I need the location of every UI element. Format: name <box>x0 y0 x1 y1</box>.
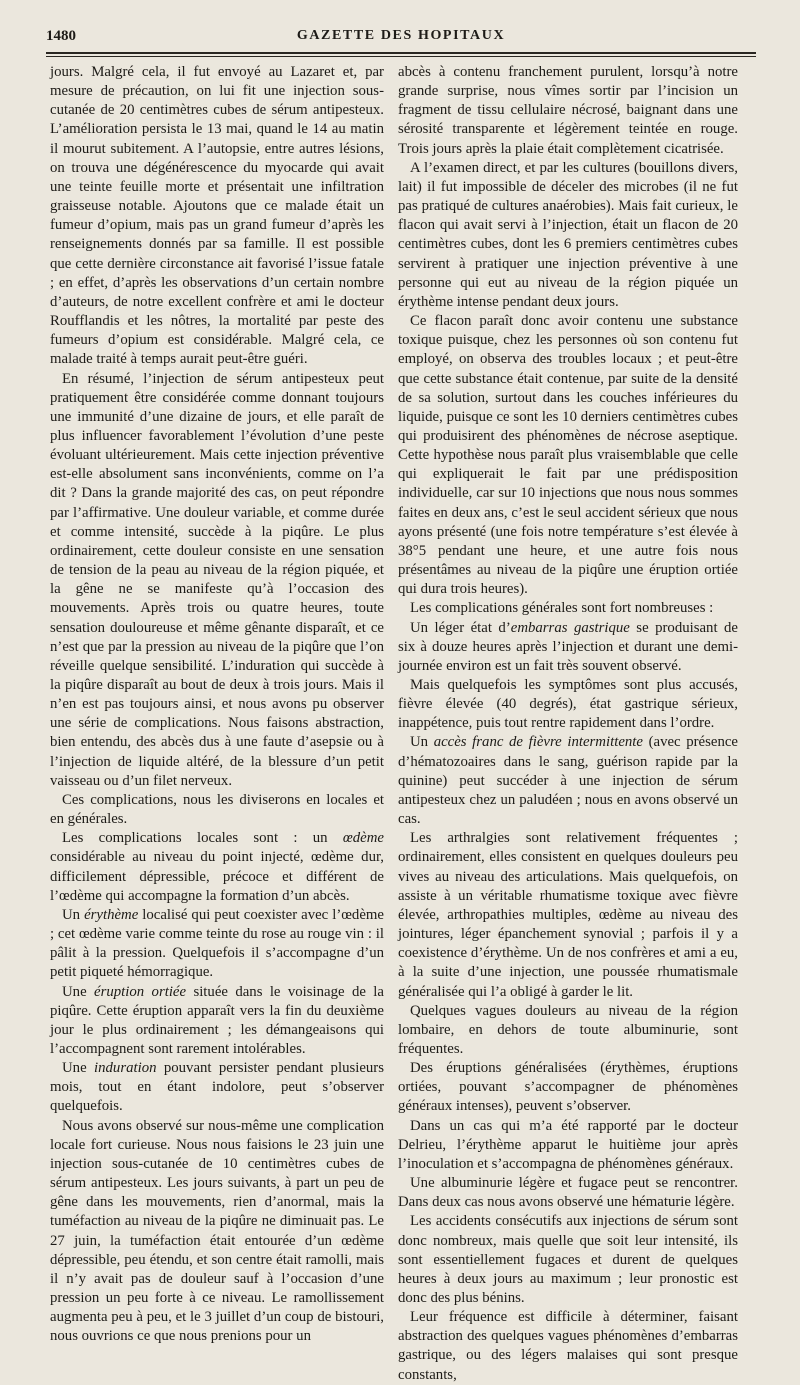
paragraph: Les complications générales sont fort nombreuses : <box>410 600 714 617</box>
paragraph: Mais quelquefois les symptômes sont plus accusés, fièvre élevée (40 degrés), état gastrique sérieux, inappétence, puis tout rentre rapidement dans l’ordre. <box>398 677 738 732</box>
italic-term: éruption ortiée <box>94 983 187 1000</box>
paragraph: Leur fréquence est difficile à déterminer, faisant abstraction des quelques vagues phénomènes d’embarras gastrique, ou des légers malaises qui sont presque constants, <box>398 1309 738 1383</box>
paragraph: Ce flacon paraît donc avoir contenu une substance toxique puisque, chez les personnes où son contenu fut employé, on observa des troubles locaux ; et peut-être que cette substance était contenue, par suite de la densité de sa solution, surtout dans les couches inférieures du liquide, puisque ce sont les 10 derniers centimètres cubes qui produisirent des phénomènes de nécrose aseptique. Cette hypothèse nous paraît plus vraisemblable que celle qui expliquerait le fait par une prédisposition individuelle, car sur 10 injections que nous nous sommes faites en deux ans, c’est le seul accident sérieux que nous ayons présenté (une fois notre température s’est élevée à 38°5 pendant une heure, et une autre fois nous présentâmes au niveau de la piqûre une éruption ortiée qui dura trois heures). <box>398 313 738 598</box>
header-rule-thick <box>46 52 756 54</box>
header-rule-thin <box>46 56 756 57</box>
italic-term: accès franc de fièvre intermittente <box>433 734 643 751</box>
italic-term: œdème <box>342 830 384 847</box>
page-number: 1480 <box>46 28 76 44</box>
paragraph: Dans un cas qui m’a été rapporté par le docteur Delrieu, l’érythème apparut le huitième jour après l’inoculation et s’accompagna de phénomènes généraux. <box>398 1117 738 1172</box>
journal-title: GAZETTE DES HOPITAUX <box>296 28 506 43</box>
right-column <box>398 63 738 1385</box>
paragraph: Une éruption ortiée située dans le voisinage de la piqûre. Cette éruption apparaît vers la fin du deuxième jour le plus ordinairement ; les démangeaisons qui l’accompagnent sont rarement intolérables. <box>50 983 384 1057</box>
paragraph: A l’examen direct, et par les cultures (bouillons divers, lait) il fut impossible de déceler des microbes (il ne fut pas pratiqué de cultures anaérobies). Mais fait curieux, le flacon qui avait servi à l’injection, était un flacon de 20 centimètres cubes, dont les 6 premiers centimètres cubes servirent à pratiquer une injection préventive à une personne qui eut au niveau de la région piquée un érythème intense pendant deux jours. <box>398 159 738 310</box>
paragraph: Quelques vagues douleurs au niveau de la région lombaire, en dehors de toute albuminurie, sont fréquentes. <box>398 1002 738 1057</box>
paragraph: Un accès franc de fièvre intermittente (avec présence d’hématozoaires dans le sang, guérison rapide par la quinine) peut succéder à une injection de sérum antipesteux chez un paludéen ; nous en avons observé un cas. <box>398 734 738 828</box>
paragraph: Un érythème localisé qui peut coexister avec l’œdème ; cet œdème varie comme teinte du rose au rouge vin : il pâlit à la pression. Quelquefois il s’accompagne d’un petit piqueté hémorragique. <box>50 906 384 981</box>
italic-term: induration <box>94 1060 157 1077</box>
paragraph: abcès à contenu franchement purulent, lorsqu’à notre grande surprise, nous vîmes sortir par l’incision un fragment de tissu cellulaire nécrosé, baignant dans une sérosité transparente et légèrement teintée en rouge. Trois jours après la plaie était complètement cicatrisée. <box>398 64 738 157</box>
paragraph: En résumé, l’injection de sérum antipesteux peut pratiquement être considérée comme donnant toujours une immunité d’une dizaine de jours, et elle paraît de plus influencer favorablement l’évolution d’une peste évoluant ultérieurement. Mais cette injection préventive est-elle absolument sans inconvénients, comme on l’a dit ? Dans la grande majorité des cas, on peut répondre par l’affirmative. Une douleur variable, et comme durée et comme intensité, succède à la piqûre. Le plus ordinairement, cette douleur consiste en une sensation de tension de la peau au niveau de la région piquée, et la gêne ne se manifeste qu’à l’occasion des mouvements. Après trois ou quatre heures, toute sensation douloureuse et même gênante disparaît, et ce n’est que par la pression au niveau de la piqûre que l’on réveille quelque sensibilité. L’induration qui succède à la piqûre disparaît au bout de deux à trois jours. Mais il n’en est pas toujours ainsi, et nous avons pu observer une série de complications. Nous faisons abstraction, bien entendu, des abcès dus à une faute d’asepsie ou à l’injection de liquide altéré, de la blessure d’un petit vaisseau ou d’un filet nerveux. <box>50 370 384 789</box>
paragraph: Les complications locales sont : un œdème considérable au niveau du point injecté, œdème dur, difficilement dépressible, précoce et différent de l’œdème qui accompagne la formation d’un abcès. <box>50 830 384 904</box>
paragraph: Des éruptions généralisées (érythèmes, éruptions ortiées, pouvant s’accompagner de phénomènes généraux intenses), peuvent s’observer. <box>398 1060 738 1115</box>
paragraph: Une albuminurie légère et fugace peut se rencontrer. Dans deux cas nous avons observé une hématurie légère. <box>398 1175 738 1211</box>
paragraph: Les arthralgies sont relativement fréquentes ; ordinairement, elles consistent en quelques douleurs peu vives au niveau des articulations. Mais quelquefois, on assiste à un véritable rhumatisme toxique avec fièvre élevée, arthropathies multiples, œdème au niveau des jointures, léger épanchement synovial ; parfois il y a coexistence d’érythème. Un de nos confrères et ami a eu, à la suite d’une injection, une poussée rhumatismale généralisée qui l’a obligé à garder le lit. <box>398 830 738 1000</box>
paragraph: jours. Malgré cela, il fut envoyé au Lazaret et, par mesure de précaution, on lui fit une injection sous-cutanée de 20 centimètres cubes de sérum antipesteux. L’amélioration persista le 13 mai, quand le 14 au matin il mourut subitement. A l’autopsie, entre autres lésions, on trouva une dégénérescence du myocarde qui avait une teinte feuille morte et présentait une infiltration graisseuse notable. Ajoutons que ce malade était un fumeur d’opium, mais pas un grand fumeur d’après les renseignements donnés par sa famille. Il est possible que cette dernière circonstance ait favorisé l’issue fatale ; en effet, d’après les observations d’un certain nombre d’auteurs, de notre excellent confrère et ami le docteur Roufflandis et les nôtres, la mortalité par peste des fumeurs d’opium est considérable. Malgré cela, ce malade traité à temps aurait peut-être guéri. <box>50 64 384 368</box>
paragraph: Un léger état d’embarras gastrique se produisant de six à douze heures après l’injection et durant une demi-journée environ est un fait très souvent observé. <box>398 619 739 674</box>
italic-term: embarras gastrique <box>510 619 630 636</box>
italic-term: érythème <box>84 906 139 923</box>
page-header <box>46 28 756 48</box>
paragraph: Nous avons observé sur nous-même une complication locale fort curieuse. Nous nous faisions le 23 juin une injection sous-cutanée de 10 centimètres cubes de sérum antipesteux. Les jours suivants, à part un peu de gêne dans les mouvements, rien d’anormal, mais la tuméfaction au niveau de la piqûre ne diminuait pas. Le 27 juin, la tuméfaction était entourée d’un œdème dépressible, peu étendu, et son centre était ramolli, mais il n’y avait pas de douleur sauf à l’occasion d’une pression un peu forte à ce niveau. Le ramollissement augmenta peu à peu, et le 3 juillet d’un coup de bistouri, nous ouvrions ce que nous prenions pour un <box>50 1117 384 1345</box>
left-column <box>50 63 384 1346</box>
paragraph: Ces complications, nous les diviserons en locales et en générales. <box>50 791 384 828</box>
paragraph: Une induration pouvant persister pendant plusieurs mois, tout en étant indolore, peut s’observer quelquefois. <box>50 1060 384 1115</box>
paragraph: Les accidents consécutifs aux injections de sérum sont donc nombreux, mais quelle que soit leur intensité, ils sont essentiellement fugaces et durent de quelques heures à deux jours au maximum ; leur pronostic est donc des plus bénins. <box>398 1213 738 1306</box>
